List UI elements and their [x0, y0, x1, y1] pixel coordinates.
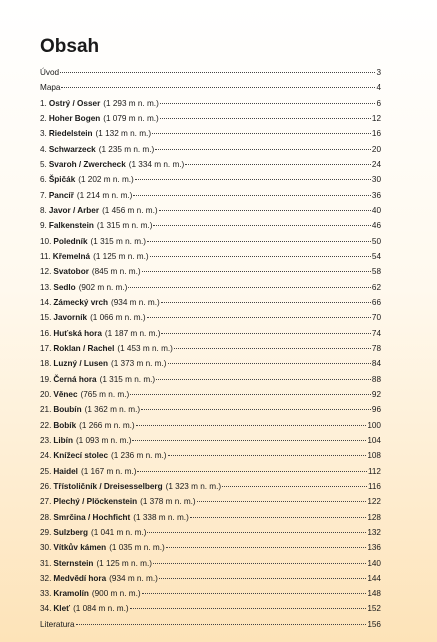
dot-leader: [147, 241, 371, 242]
toc-entry[interactable]: [40, 234, 381, 249]
toc-entry-elevation: (1 236 m n. m.): [111, 451, 167, 461]
toc-entry-elevation: (1 453 m n. m.): [117, 343, 173, 353]
toc-entry-number: 17.: [40, 343, 52, 353]
toc-entry[interactable]: [40, 617, 381, 632]
toc-entry-elevation: (1 266 m n. m.): [79, 420, 135, 430]
toc-entry-number: 14.: [40, 297, 52, 307]
toc-entry-elevation: (1 315 m n. m.): [99, 374, 156, 384]
toc-entry-elevation: (1 187 m n. m.): [104, 328, 161, 338]
toc-entry-number: 6.: [40, 175, 47, 185]
toc-entry-page-number: 70: [371, 313, 381, 323]
toc-entry-elevation: (1 293 m n. m.): [103, 98, 159, 108]
toc-entry-title: Haidel: [53, 466, 78, 476]
toc-entry[interactable]: [40, 218, 381, 233]
dot-leader: [150, 256, 371, 257]
toc-entry-title: Knížecí stolec: [53, 451, 108, 461]
toc-entry-page-number: 40: [371, 205, 381, 215]
dot-leader: [152, 133, 371, 134]
toc-entry-page-number: 62: [371, 282, 381, 292]
toc-entry-number: 7.: [40, 190, 47, 200]
toc-entry-title: Třístoličník / Dreisesselberg: [53, 481, 163, 491]
toc-entry[interactable]: [40, 96, 381, 111]
toc-entry-elevation: (1 084 m n. m.): [73, 604, 129, 614]
dot-leader: [168, 455, 367, 456]
toc-entry-title: Kleť: [53, 604, 71, 614]
dot-leader: [197, 501, 367, 502]
toc-entry-label: Úvod: [40, 68, 60, 77]
dot-leader: [161, 333, 370, 334]
toc-entry-number: 27.: [40, 497, 52, 507]
dot-leader: [142, 593, 367, 594]
toc-entry-title: Huťská hora: [53, 328, 102, 338]
toc-entry[interactable]: [40, 372, 381, 387]
toc-entry-number: 32.: [40, 573, 52, 583]
toc-entry-number: 2.: [40, 113, 47, 123]
dot-leader: [159, 210, 371, 211]
toc-entry-title: Roklan / Rachel: [53, 343, 115, 353]
toc-entry-number: 24.: [40, 451, 52, 461]
toc-entry-page-number: 116: [367, 481, 381, 491]
toc-entry[interactable]: [40, 464, 381, 479]
toc-entry-elevation: (934 m n. m.): [109, 573, 158, 583]
toc-entry-elevation: (1 235 m n. m.): [98, 144, 155, 154]
toc-entry-page-number: 6: [376, 98, 381, 108]
toc-entry[interactable]: [40, 601, 381, 616]
dot-leader: [159, 578, 366, 579]
toc-entry-page-number: 104: [367, 435, 381, 445]
toc-entry-number: 22.: [40, 420, 52, 430]
toc-entry-page-number: 122: [367, 497, 381, 507]
dot-leader: [130, 608, 367, 609]
toc-entry[interactable]: [40, 264, 381, 279]
dot-leader: [160, 103, 376, 104]
toc-entry-elevation: (1 214 m n. m.): [76, 190, 133, 200]
toc-entry-page-number: 96: [371, 405, 381, 415]
toc-entry-elevation: (1 315 m n. m.): [90, 236, 147, 246]
toc-entry-page-number: 78: [371, 343, 381, 353]
toc-entry-number: 26.: [40, 481, 52, 491]
toc-entry-number: 10.: [40, 236, 52, 246]
page-title: Obsah: [40, 36, 100, 57]
dot-leader: [153, 563, 366, 564]
toc-entry-page-number: 16: [371, 129, 381, 139]
dot-leader: [166, 547, 367, 548]
toc-entry-elevation: (900 m n. m.): [91, 589, 141, 599]
dot-leader: [61, 87, 375, 88]
toc-entry-page-number: 54: [371, 251, 381, 261]
toc-entry[interactable]: [40, 510, 381, 525]
toc-entry-page-number: 36: [371, 190, 381, 200]
dot-leader: [153, 225, 370, 226]
toc-entry[interactable]: [40, 540, 381, 555]
dot-leader: [60, 72, 375, 73]
toc-entry-number: 34.: [40, 604, 52, 614]
toc-entry-number: 25.: [40, 466, 52, 476]
toc-entry-page-number: 100: [367, 420, 381, 430]
toc-entry-title: Špičák: [48, 175, 76, 185]
toc-entry-number: 3.: [40, 129, 47, 139]
toc-entry-elevation: (1 456 m n. m.): [102, 205, 158, 215]
toc-entry-title: Svaroh / Zwercheck: [48, 159, 126, 169]
toc-entry-elevation: (902 m n. m.): [78, 282, 128, 292]
toc-entry-page-number: 112: [367, 466, 381, 476]
toc-entry[interactable]: [40, 65, 381, 80]
toc-entry[interactable]: [40, 571, 381, 586]
toc-entry-elevation: (1 035 m n. m.): [109, 543, 165, 553]
toc-entry-page-number: 128: [367, 512, 381, 522]
toc-entry-elevation: (1 066 m n. m.): [90, 313, 146, 323]
toc-entry-page-number: 88: [371, 374, 381, 384]
dot-leader: [156, 379, 371, 380]
toc-entry-elevation: (934 m n. m.): [111, 297, 160, 307]
toc-entry-title: Riedelstein: [48, 129, 93, 139]
toc-entry-title: Javorník: [53, 313, 88, 323]
toc-entry-title: Plechý / Plöckenstein: [53, 497, 138, 507]
toc-entry-title: Javor / Arber: [48, 205, 100, 215]
toc-entry[interactable]: [40, 341, 381, 356]
dot-leader: [135, 179, 371, 180]
toc-entry-title: Zámecký vrch: [53, 297, 109, 307]
toc-entry-title: Hoher Bogen: [48, 113, 101, 123]
toc-entry-title: Schwarzeck: [48, 144, 96, 154]
toc-entry-title: Poledník: [53, 236, 88, 246]
toc-entry-page-number: 92: [371, 389, 381, 399]
toc-entry-elevation: (1 373 m n. m.): [110, 359, 167, 369]
toc-entry-elevation: (1 041 m n. m.): [90, 527, 147, 537]
toc-entry-number: 21.: [40, 405, 52, 415]
toc-entry-page-number: 108: [367, 451, 381, 461]
toc-entry-number: 1.: [40, 98, 47, 108]
toc-entry-page-number: 66: [371, 297, 381, 307]
dot-leader: [161, 302, 371, 303]
toc-entry-number: 16.: [40, 328, 52, 338]
dot-leader: [147, 532, 366, 533]
toc-entry-page-number: 136: [367, 543, 381, 553]
toc-entry-number: 18.: [40, 359, 52, 369]
toc-entry-title: Ostrý / Osser: [48, 98, 101, 108]
toc-entry[interactable]: [40, 203, 381, 218]
toc-entry-elevation: (1 167 m n. m.): [80, 466, 137, 476]
toc-entry[interactable]: [40, 80, 381, 95]
toc-entry-title: Vítkův kámen: [53, 543, 107, 553]
toc-entry-page-number: 74: [371, 328, 381, 338]
toc-entry-title: Bobík: [53, 420, 77, 430]
toc-entry-page-number: 24: [371, 159, 381, 169]
dot-leader: [76, 624, 367, 625]
toc-entry-elevation: (1 378 m n. m.): [140, 497, 196, 507]
toc-entry-page-number: 144: [367, 573, 381, 583]
toc-entry-page-number: 30: [371, 175, 381, 185]
toc-entry[interactable]: [40, 188, 381, 203]
toc-entry-page-number: 46: [371, 221, 381, 231]
dot-leader: [136, 425, 367, 426]
dot-leader: [174, 348, 371, 349]
dot-leader: [132, 440, 366, 441]
toc-entry-title: Medvědí hora: [53, 573, 107, 583]
dot-leader: [133, 195, 371, 196]
toc-entry-elevation: (1 093 m n. m.): [75, 435, 132, 445]
toc-entry[interactable]: [40, 479, 381, 494]
toc-entry-page-number: 140: [367, 558, 381, 568]
toc-entry-title: Věnec: [53, 389, 78, 399]
toc-entry-page-number: 58: [371, 267, 381, 277]
toc-entry-number: 13.: [40, 282, 52, 292]
toc-entry[interactable]: [40, 433, 381, 448]
toc-entry[interactable]: [40, 418, 381, 433]
toc-entry-title: Falkenstein: [48, 221, 94, 231]
toc-entry-title: Kramolín: [53, 589, 89, 599]
toc-entry-elevation: (1 125 m n. m.): [93, 251, 149, 261]
toc-entry-page-number: 152: [367, 604, 381, 614]
dot-leader: [137, 471, 366, 472]
toc-entry-title: Libín: [53, 435, 73, 445]
dot-leader: [222, 486, 367, 487]
dot-leader: [128, 287, 371, 288]
toc-entry-page-number: 148: [367, 589, 381, 599]
toc-entry[interactable]: [40, 586, 381, 601]
toc-entry-page-number: 3: [376, 68, 381, 77]
toc-entry-page-number: 4: [376, 83, 381, 93]
toc-entry-title: Sedlo: [53, 282, 76, 292]
toc-entry-title: Smrčina / Hochficht: [53, 512, 131, 522]
toc-entry-number: 31.: [40, 558, 52, 568]
toc-entry-title: Luzný / Lusen: [53, 359, 108, 369]
dot-leader: [190, 517, 367, 518]
toc-entry-title: Boubín: [53, 405, 82, 415]
table-of-contents: [40, 65, 381, 632]
toc-entry[interactable]: [40, 494, 381, 509]
toc-entry-title: Pancíř: [48, 190, 74, 200]
toc-entry[interactable]: [40, 142, 381, 157]
dot-leader: [147, 317, 371, 318]
toc-entry-number: 28.: [40, 512, 52, 522]
toc-entry-number: 30.: [40, 543, 52, 553]
toc-entry[interactable]: [40, 295, 381, 310]
toc-entry-number: 4.: [40, 144, 47, 154]
toc-entry-elevation: (1 334 m n. m.): [128, 159, 185, 169]
dot-leader: [141, 409, 371, 410]
dot-leader: [160, 118, 371, 119]
toc-entry[interactable]: [40, 310, 381, 325]
toc-entry[interactable]: [40, 448, 381, 463]
toc-entry[interactable]: [40, 126, 381, 141]
toc-entry[interactable]: [40, 172, 381, 187]
toc-entry-page-number: 156: [367, 619, 381, 629]
dot-leader: [185, 164, 371, 165]
toc-entry-label: Mapa: [40, 83, 61, 93]
toc-entry-number: 12.: [40, 267, 52, 277]
toc-entry-elevation: (1 202 m n. m.): [78, 175, 134, 185]
toc-entry-title: Svatobor: [53, 267, 89, 277]
toc-entry-elevation: (1 079 m n. m.): [103, 113, 159, 123]
toc-entry-page-number: 20: [371, 144, 381, 154]
toc-entry[interactable]: [40, 249, 381, 264]
toc-entry-number: 33.: [40, 589, 52, 599]
toc-entry-number: 8.: [40, 205, 47, 215]
toc-entry-elevation: (845 m n. m.): [91, 267, 141, 277]
toc-entry-number: 20.: [40, 389, 52, 399]
toc-entry[interactable]: [40, 402, 381, 417]
toc-entry-elevation: (1 338 m n. m.): [133, 512, 189, 522]
toc-entry-elevation: (1 362 m n. m.): [84, 405, 141, 415]
dot-leader: [130, 394, 371, 395]
dot-leader: [142, 271, 371, 272]
toc-entry-page-number: 84: [371, 359, 381, 369]
toc-entry[interactable]: [40, 525, 381, 540]
toc-entry-page-number: 12: [371, 113, 381, 123]
toc-entry-elevation: (1 125 m n. m.): [96, 558, 152, 568]
toc-entry-number: 5.: [40, 159, 47, 169]
toc-entry[interactable]: [40, 556, 381, 571]
toc-entry-elevation: (1 132 m n. m.): [95, 129, 152, 139]
toc-entry-number: 15.: [40, 313, 52, 323]
toc-entry-elevation: (1 323 m n. m.): [165, 481, 222, 491]
toc-entry-title: Sulzberg: [53, 527, 88, 537]
toc-entry-number: 9.: [40, 221, 47, 231]
toc-entry-title: Křemelná: [52, 251, 91, 261]
toc-entry-number: 29.: [40, 527, 52, 537]
toc-entry-page-number: 50: [371, 236, 381, 246]
toc-entry[interactable]: [40, 387, 381, 402]
toc-entry-label: Literatura: [40, 619, 75, 629]
toc-entry-page-number: 132: [367, 527, 381, 537]
dot-leader: [168, 363, 371, 364]
toc-entry-number: 11.: [40, 251, 51, 261]
toc-entry-elevation: (1 315 m n. m.): [96, 221, 153, 231]
toc-entry-number: 19.: [40, 374, 52, 384]
toc-entry[interactable]: [40, 157, 381, 172]
toc-entry-title: Sternstein: [53, 558, 94, 568]
toc-entry-elevation: (765 m n. m.): [80, 389, 130, 399]
toc-entry[interactable]: [40, 111, 381, 126]
dot-leader: [155, 149, 371, 150]
toc-entry-number: 23.: [40, 435, 52, 445]
toc-entry-title: Černá hora: [53, 374, 97, 384]
toc-entry[interactable]: [40, 280, 381, 295]
toc-entry[interactable]: [40, 326, 381, 341]
toc-entry[interactable]: [40, 356, 381, 371]
